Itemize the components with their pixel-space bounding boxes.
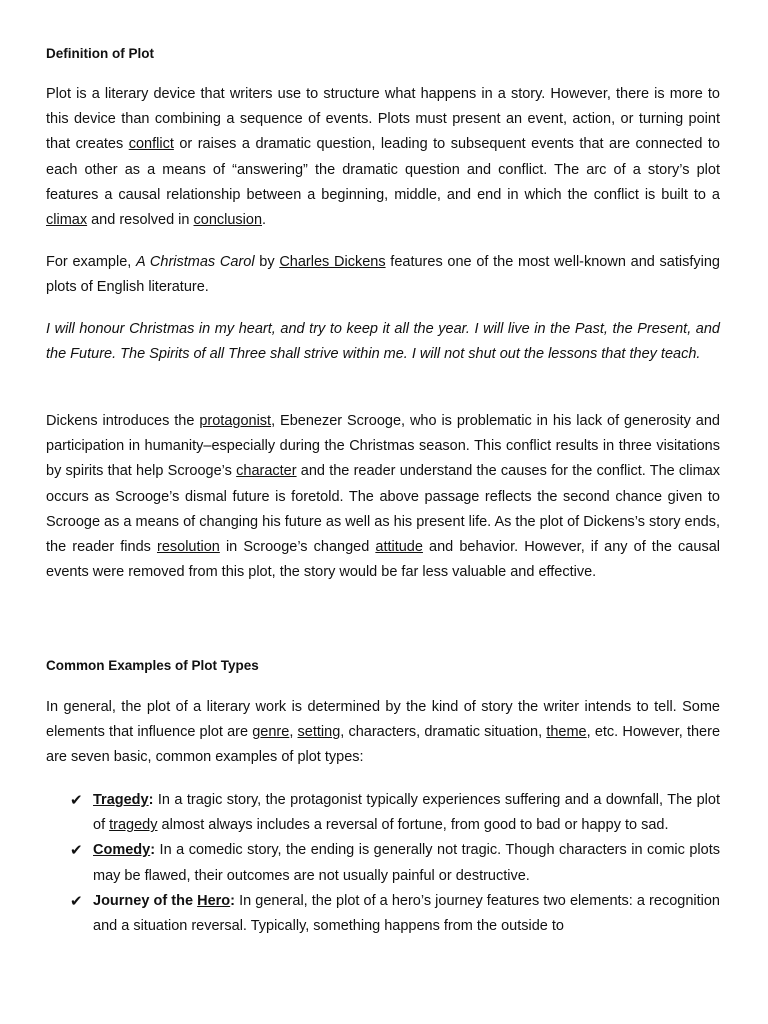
checkmark-icon: ✔ (70, 892, 83, 910)
link-tragedy[interactable]: tragedy (109, 817, 158, 834)
link-setting[interactable]: setting (297, 724, 341, 741)
paragraph-definition: Plot is a literary device that writers use to structure what happens in a story. However, there is more to this device than combining a sequence of events. Plots must present an event, action, or turning point that creates conflict or raises a dramatic question, leading to subsequent events that are connected to each other as a means of “answering” the dramatic question and conflict. The arc of a story’s plot features a causal relationship between a beginning, middle, and end in which the conflict is built to a climax and resolved in conclusion. (46, 86, 720, 229)
link-charles-dickens[interactable]: Charles Dickens (279, 254, 386, 270)
plot-types-list (70, 788, 720, 939)
link-climax[interactable]: climax (46, 212, 88, 229)
section-heading-definition: Definition of Plot (46, 46, 154, 61)
paragraph-plot-types-intro: In general, the plot of a literary work is determined by the kind of story the writer intends to tell. Some elements that influence plot are genre, setting, characters, dramatic situation, theme, etc. However, there are seven basic, common examples of plot types: (46, 699, 721, 766)
link-conclusion[interactable]: conclusion (193, 212, 263, 229)
list-item-journey-of-the-hero: ✔ Journey of the Hero: In general, the plot of a hero’s journey features two elements: a recognition and a situation reversal. Typically, something happens from the outside to (70, 889, 720, 939)
paragraph-dickens: Dickens introduces the protagonist, Ebenezer Scrooge, who is problematic in his lack of generosity and participation in humanity–especially during the Christmas season. This conflict results in three visitations by spirits that help Scrooge’s character and the reader understand the causes for the conflict. The climax occurs as Scrooge’s dismal future is foretold. The above passage reflects the second chance given to Scrooge as a means of changing his future as well as his present life. As the plot of Dickens’s story ends, the reader finds resolution in Scrooge’s changed attitude and behavior. However, if any of the causal events were removed from this plot, the story would be far less valuable and effective. (46, 413, 721, 581)
link-resolution[interactable]: resolution (156, 539, 220, 556)
link-character[interactable]: character (236, 463, 297, 480)
book-title: A Christmas Carol (136, 254, 255, 270)
term-comedy: Comedy: (93, 842, 156, 859)
section-heading-plot-types: Common Examples of Plot Types (46, 658, 259, 673)
paragraph-example: For example, A Christmas Carol by Charles Dickens features one of the most well-known and satisfying plots of English literature. (46, 254, 720, 296)
quote-paragraph: I will honour Christmas in my heart, and try to keep it all the year. I will live in the Past, the Present, and the Future. The Spirits of all Three shall strive within me. I will not shut out the lessons that they teach. (46, 321, 720, 363)
link-attitude[interactable]: attitude (375, 539, 423, 556)
link-theme[interactable]: theme (546, 724, 587, 741)
checkmark-icon: ✔ (70, 792, 83, 809)
checkmark-icon: ✔ (70, 842, 83, 860)
term-journey-of-the-hero: Journey of the Hero: (93, 892, 236, 909)
link-hero[interactable]: Hero (197, 892, 231, 909)
list-item-comedy: ✔ Comedy: In a comedic story, the ending is generally not tragic. Though characters in comic plots may be flawed, their outcomes are not usually painful or destructive. (70, 838, 720, 888)
list-item-tragedy: ✔ Tragedy: In a tragic story, the protagonist typically experiences suffering and a downfall, The plot of tragedy almost always includes a reversal of fortune, from good to bad or happy to sad. (70, 788, 720, 838)
link-protagonist[interactable]: protagonist (199, 413, 272, 429)
link-conflict[interactable]: conflict (128, 136, 174, 153)
link-genre[interactable]: genre (252, 724, 290, 741)
term-tragedy: Tragedy: (93, 792, 154, 808)
